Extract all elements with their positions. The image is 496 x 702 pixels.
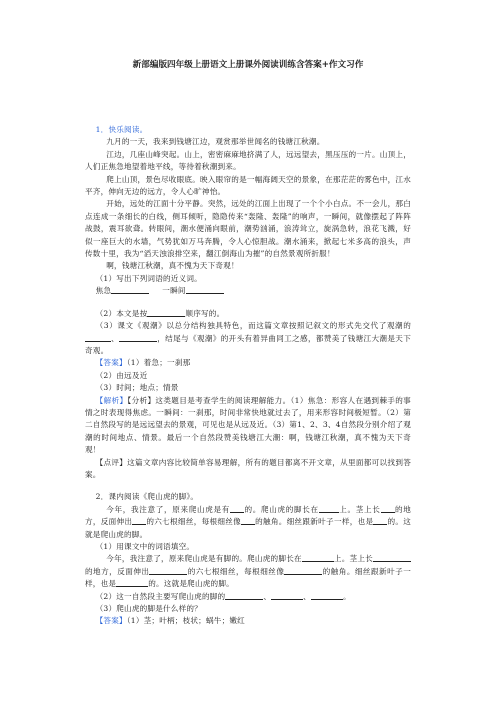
q1-heading: 1．快乐阅读。 [95, 125, 148, 134]
q2-subquestion-2 [85, 591, 411, 603]
word-yishunjian: 一瞬间 [162, 286, 186, 296]
q1-synonym-line [85, 285, 411, 297]
q2-p1-c: 上。茎上长 [338, 504, 381, 514]
q2-r-d: 的六七根细丝，每根细丝像 [187, 566, 285, 576]
q2-s2-c: 、 [303, 591, 311, 601]
q2-p1-a: 今年，我注意了，原来爬山虎是有 [106, 504, 231, 514]
q1-paragraph-2: 江边，几座山峰突起。山上，密密麻麻地挤满了人，远远望去，黑压压的一片。山顶上，人们正焦急地望着地平线，等待着秋潮到来。 [85, 149, 411, 172]
answer-blank[interactable] [132, 516, 146, 525]
answer-blank[interactable] [271, 591, 303, 600]
q2-p1-f: 的触角。细丝跟新叶子一样，也是 [255, 517, 374, 527]
answer-blank[interactable] [284, 566, 322, 575]
q2-r-a: 今年，我注意了，原来爬山虎是有脚的。爬山虎的脚长在 [106, 554, 302, 564]
answer-blank[interactable] [241, 516, 255, 525]
q2-r-e: 的触角。细丝跟新叶子一样，也是 [85, 566, 411, 589]
q2-r-b: 上。茎上长 [333, 554, 374, 564]
answer-tag: 【答案】 [95, 616, 127, 626]
q2-r-f: 的。这就是爬山虎的脚。 [148, 579, 234, 589]
answer-text: （1）茎；叶柄；枝状；蜗牛；嫩红 [126, 616, 245, 626]
answer-blank[interactable] [225, 591, 263, 600]
q2-subquestion-3: （3）爬山虎的脚是什么样的？ [95, 604, 202, 614]
q1-paragraph-4: 开始，远处的江面十分平静。突然，远处的江面上出现了一个个小白点。不一会儿，那白点连成一条细长的白线，侧耳倾听，隐隐传来“轰隆、轰隆”的响声，一瞬间，就像摆起了阵阵战鼓，震耳欲聋。转眼间，潮水便涌向眼前，潮势汹涌，浪涛耸立，旋涡急转，浪花飞溅，好似一座巨大的水墙，气势犹如万马奔腾，令人心惊胆战。潮水涌来，掀起七米多高的浪头，声传数十里，我为“滔天浊浪排空来，翻江倒海山为摧”的自然景观所折服！ [85, 199, 411, 259]
q2-s2-a: （2）这一自然段主要写爬山虎的脚的 [95, 591, 226, 601]
q2-s2-b: 、 [263, 591, 272, 601]
page-title: 新部编版四年级上册语文上册课外阅读训练含答案+作文习作 [132, 60, 364, 70]
answer-text: （1）着急；一刹那 [126, 358, 191, 368]
answer-blank[interactable] [373, 516, 387, 525]
answer-blank[interactable] [311, 591, 343, 600]
answer-blank[interactable] [149, 566, 187, 575]
q1-paragraph-3: 爬上山顶，景色尽收眼底。映入眼帘的是一幅海阔天空的景象，在那茫茫的雾色中，江水平齐，伸向无边的远方，令人心旷神怡。 [85, 174, 411, 197]
q2-s2-d: 。 [342, 591, 351, 601]
answer-blank[interactable] [302, 553, 334, 562]
q1-s2-post: 顺序写的。 [185, 308, 225, 318]
answer-blank[interactable] [186, 285, 224, 294]
q1-subquestion-1: （1）写出下列词语的近义词。 [95, 273, 202, 283]
q1-comment: 【点评】这篇文章内容比较简单容易理解，所有的题目都离不开文章，从里面都可以找到答案。 [85, 457, 411, 479]
q1-subquestion-2 [85, 308, 411, 320]
q1-paragraph-5: 啊，钱塘江秋潮，真不愧为天下奇观！ [106, 261, 239, 271]
answer-blank[interactable] [230, 504, 244, 513]
q2-p1-e: 的六七根细丝，每根细丝像 [146, 517, 242, 527]
q1-s3-c: ，结尾与《观潮》的开头有着异曲同工之感，都赞美了钱塘江大潮是天下奇观。 [85, 333, 411, 355]
answer-blank[interactable] [147, 308, 185, 317]
q1-answer-2: （2）由远及近 [95, 370, 148, 380]
document-body [85, 124, 411, 628]
q2-r-c: 的地方，反面伸出 [85, 566, 150, 576]
q2-answer-1 [85, 615, 411, 627]
answer-blank[interactable] [381, 504, 395, 513]
answer-blank[interactable] [85, 333, 111, 342]
answer-blank[interactable] [319, 504, 339, 513]
q2-p1-b: 的。爬山虎的脚长在 [244, 504, 319, 514]
answer-blank[interactable] [119, 333, 157, 342]
q1-s3-b: 、 [111, 333, 120, 343]
q1-s3-a: （3）课文《观潮》以总分结构独具特色，而这篇文章按照记叙文的形式先交代了观潮的 [95, 321, 411, 331]
q2-paragraph [85, 504, 411, 541]
q1-s2-pre: （2）本文是按 [95, 308, 148, 318]
word-jiaoji: 焦急 [95, 286, 112, 296]
analysis-tag: 【解析】 [95, 395, 128, 405]
answer-blank[interactable] [111, 285, 149, 294]
q2-subquestion-1: （1）用课文中的词语填空。 [95, 542, 195, 551]
answer-tag: 【答案】 [95, 358, 127, 368]
analysis-text: 【分析】这类题目是考查学生的阅读理解能力。（1）焦急：形容人在遇到棘手的事情之时表现得焦虑。一瞬间：一刹那，时间非常快地就过去了，用来形容时间极短暂。（2）第二自然段写的是远远望去的景观，可见也是从远及近。（3）第1、2、3、4自然段分别介绍了观潮的时间地点、情景。最后一个自然段赞美钱塘江大潮：啊，钱塘江秋潮，真不愧为天下奇观！ [85, 395, 411, 455]
q1-answer-1 [85, 357, 411, 369]
q2-p1-d: 的地方，反面伸出 [85, 504, 412, 527]
answer-blank[interactable] [116, 578, 148, 587]
answer-blank[interactable] [373, 553, 411, 562]
q1-answer-3: （3）时间；地点；情景 [95, 383, 179, 393]
q2-heading: 2．课内阅读《爬山虎的脚》。 [95, 492, 199, 502]
q2-fill-paragraph [85, 553, 411, 590]
q1-analysis [85, 395, 411, 457]
q1-subquestion-3 [85, 320, 411, 357]
q2-p1-g: 的。这就是爬山虎的脚。 [85, 517, 412, 539]
q1-paragraph-1: 九月的一天，我来到钱塘江边，观赏那举世闻名的钱塘江秋潮。 [106, 137, 325, 147]
